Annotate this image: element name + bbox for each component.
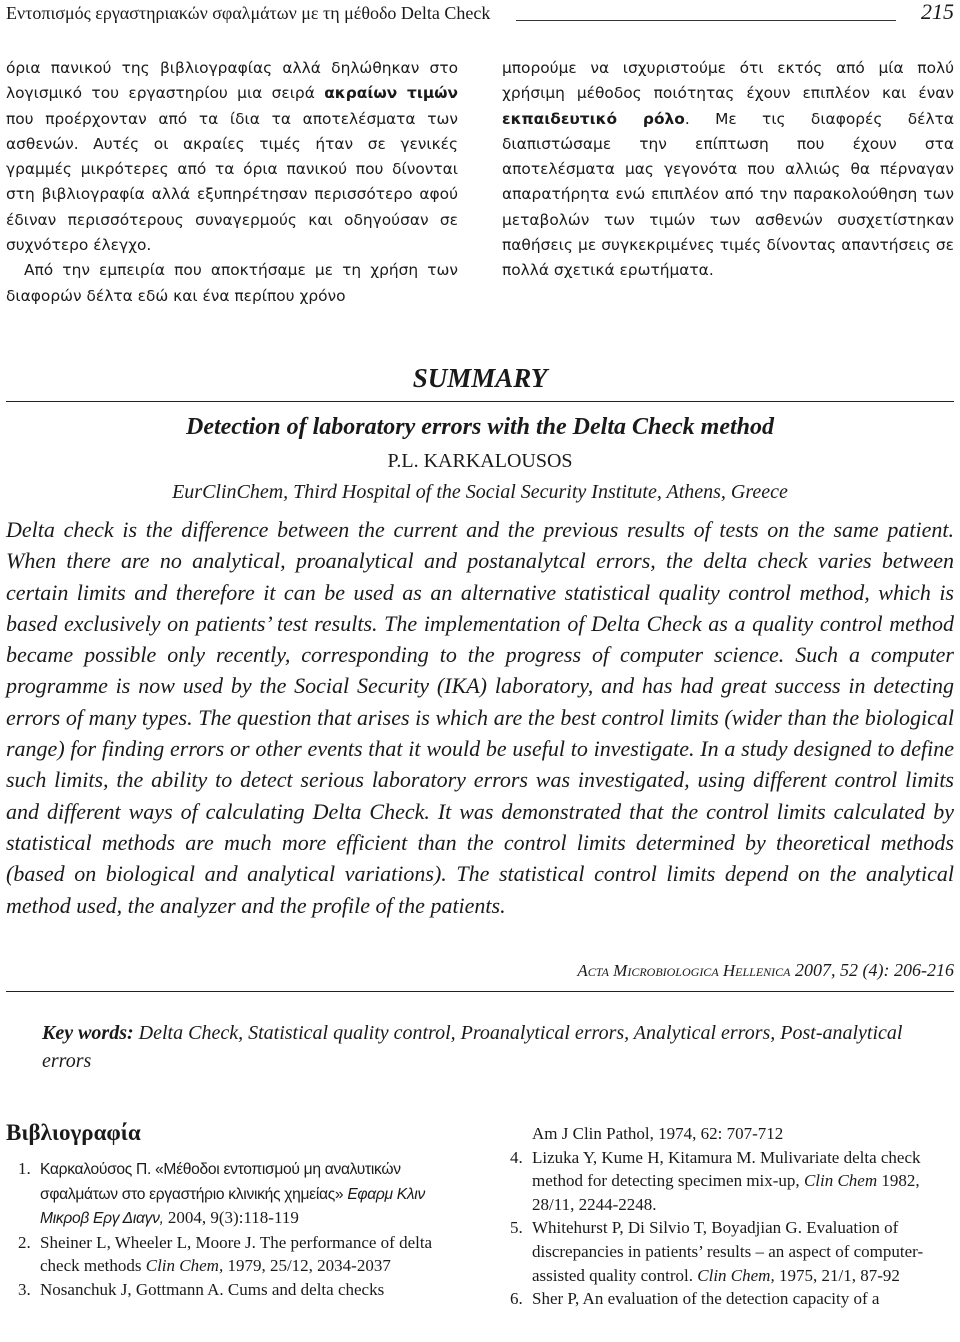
reference-tail: 1974, 62: 707-712 [653, 1124, 784, 1143]
summary-rule [6, 401, 954, 402]
text-run: που προέρχονταν από τα ίδια τα αποτελέσματα των ασθενών. Αυτές οι ακραίες τιμές ήταν σε γενικές γραμμές μικρότερες από τα όρια πανικού που δίνονται στη βιβλιογραφία αλλά εξυπηρέτησαν περισσότερο αφού έδιναν περισσότερους συναγερμούς και οδηγούσαν σε συχνότερο έλεγχο. [6, 109, 458, 255]
summary-citation [6, 958, 954, 983]
reference-journal: Am J Clin Pathol, [532, 1124, 654, 1143]
citation-journal: Acta Microbiologica Hellenica [577, 961, 791, 980]
bold-term: εκπαιδευτικό ρόλο [502, 109, 685, 128]
reference-number: 2. [18, 1232, 31, 1252]
references-right-column [510, 1122, 956, 1311]
bold-term: ακραίων τιμών [324, 84, 458, 103]
reference-text: Sheiner L, Wheeler L, Moore J. The performance of delta check methods [40, 1232, 433, 1276]
reference-text: Sher P, An evaluation of the detection capacity of a [532, 1289, 880, 1309]
header-rule [516, 20, 896, 21]
reference-item [510, 1146, 956, 1217]
references-left-column [18, 1157, 460, 1302]
reference-number: 6. [510, 1289, 523, 1309]
reference-tail: 1982, 28/11, 2244-2248. [532, 1171, 920, 1214]
references-heading: Βιβλιογραφία [6, 1120, 141, 1145]
right-paragraph-1 [502, 56, 954, 284]
citation-details: 2007, 52 (4): 206-216 [790, 960, 954, 980]
left-paragraph-2: Από την εμπειρία που αποκτήσαμε με τη χρήση των διαφορών δέλτα εδώ και ένα περίπου χρόνο [6, 261, 458, 305]
summary-label: SUMMARY [412, 363, 548, 393]
keywords-label: Key words: [42, 1022, 134, 1044]
reference-journal: Clin Chem [799, 1171, 878, 1191]
reference-tail: 1975, 21/1, 87-92 [774, 1265, 900, 1285]
reference-item [18, 1157, 460, 1231]
running-header [6, 0, 954, 26]
reference-text: Lizuka Y, Kume H, Kitamura M. Mulivariate delta check method for detecting specimen mix-up, [532, 1147, 921, 1191]
text-run: μπορούμε να ισχυριστούμε ότι εκτός από μία πολύ χρήσιμη μέθοδος ποιότητας έχουν επιπλέον και έναν [502, 59, 954, 103]
summary-author: P.L. KARKALOUSOS [387, 450, 573, 472]
running-title: Εντοπισμός εργαστηριακών σφαλμάτων με τη μέθοδο Delta Check [6, 3, 491, 23]
page-number: 215 [921, 0, 954, 24]
reference-number: 5. [510, 1218, 523, 1238]
reference-item [18, 1278, 460, 1302]
reference-tail: 1979, 25/12, 2034-2037 [223, 1256, 391, 1276]
reference-journal: Clin Chem, [693, 1265, 775, 1285]
reference-text: Nosanchuk J, Gottmann A. Cums and delta checks [40, 1279, 385, 1299]
reference-tail: 2004, 9(3):118-119 [163, 1208, 299, 1228]
reference-number: 3. [18, 1279, 31, 1299]
left-text-column [6, 56, 458, 309]
text-run: όρια πανικού της βιβλιογραφίας αλλά δηλώθηκαν στο λογισμικό του εργαστηρίου μια σειρά [6, 59, 458, 103]
reference-item [510, 1216, 956, 1287]
keywords [42, 1019, 922, 1075]
reference-number: 1. [18, 1159, 31, 1178]
summary-affiliation: EurClinChem, Third Hospital of the Social Security Institute, Athens, Greece [172, 481, 788, 503]
reference-continuation [510, 1122, 956, 1146]
citation-rule [6, 991, 954, 992]
reference-item [18, 1231, 460, 1278]
text-run: . Με τις διαφορές δέλτα διαπιστώσαμε την επίπτωση που έχουν στα αποτελέσματα μας γεγονότα που αλλιώς θα πέρναγαν απαρατήρητα ενώ επιπλέον από την παρακολούθηση των μεταβολών των τιμών των ασθενών συσχετίστηκαν παθήσεις με συγκεκριμένες τιμές δίνοντας απαντήσεις σε πολλά σχετικά ερωτήματα. [502, 109, 954, 280]
left-paragraph-1 [6, 56, 458, 258]
right-text-column [502, 56, 954, 284]
reference-text: Whitehurst P, Di Silvio T, Boyadjian G. Evaluation of discrepancies in patients’ results – an aspect of computer-assisted quality control. [532, 1218, 924, 1285]
summary-heading [6, 363, 954, 403]
reference-text: Καρκαλούσος Π. «Μέθοδοι εντοπισμού μη αναλυτικών σφαλμάτων στο εργαστήριο κλινικής χημείας» [40, 1161, 401, 1203]
summary-abstract: Delta check is the difference between the current and the previous results of tests on the same patient. When there are no analytical, proanalytical and postanalytcal errors, the delta check varies between certain limits and therefore it can be used as an alternative statistical quality control method, which is based exclusively on patients’ test results. The implementation of Delta Check as a quality control method became possible only recently, corresponding to the progress of computer science. Such a computer programme is now used by the Social Security (IKA) laboratory, and has had great success in detecting errors of many types. The question that arises is which are the best control limits (wider than the biological range) for finding errors or other events that it would be useful to investigate. In a study designed to define such limits, the ability to detect serious laboratory errors was investigated, using different control limits and different ways of calculating Delta Check. It was demonstrated that the control limits calculated by statistical methods are much more efficient than the control limits determined by theoretical methods (based on biological and analytical variations). The statistical control limits depend on the analytical method used, the analyzer and the profile of the patients. [6, 517, 954, 918]
reference-number: 4. [510, 1147, 523, 1167]
keywords-text: Delta Check, Statistical quality control, Proanalytical errors, Analytical errors, Post-analytical errors [42, 1022, 903, 1072]
summary-title: Detection of laboratory errors with the Delta Check method [186, 414, 774, 440]
reference-item [510, 1287, 956, 1311]
reference-journal: Clin Chem, [141, 1256, 224, 1276]
reference-journal: Εφαρμ Κλιν Μικροβ Εργ Διαγν, [40, 1185, 425, 1228]
